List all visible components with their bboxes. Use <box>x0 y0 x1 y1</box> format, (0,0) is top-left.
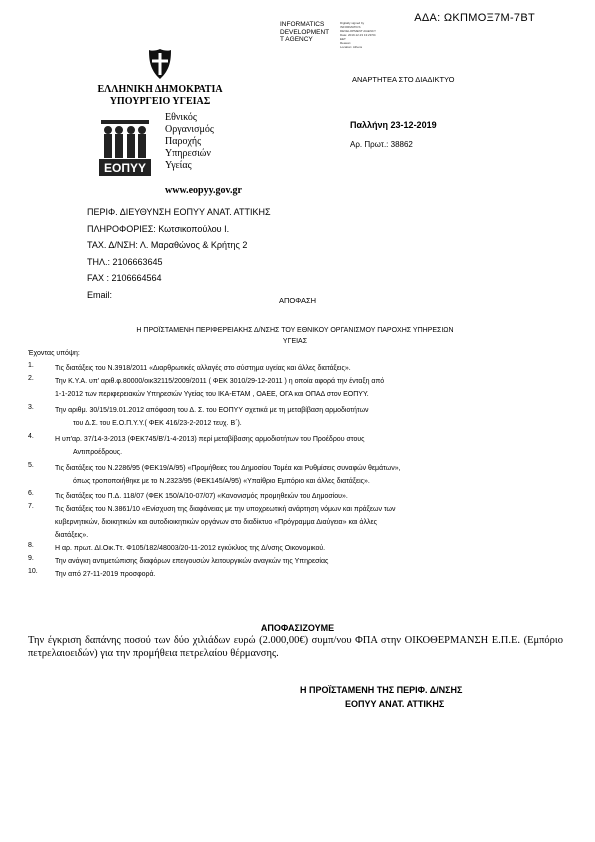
item-number: 9. <box>28 555 34 562</box>
item-line: Την ανάγκη αντιμετώπισης διαφόρων επειγουσών λειτουργικών αναγκών της Υπηρεσίας <box>55 558 329 565</box>
item-line: κυβερνητικών, διοικητικών και αυτοδιοικητικών οργάνων στο διαδίκτυο «Πρόγραμμα Διαύγεια» και άλλες <box>55 519 377 526</box>
item-text <box>55 433 568 459</box>
item-text <box>55 542 568 555</box>
org-word: Οργανισμός <box>165 124 214 135</box>
decision-text: Την έγκριση δαπάνης ποσού των δύο χιλιάδων ευρώ (2.000,00€) συμπ/νου ΦΠΑ στην ΟΙΚΟΘΕΡΜΑΝΣΗ Ε.Π.Ε. (Εμπόριο πετρελαιοειδών) για την προμήθεια πετρελαίου θέρμανσης. <box>28 635 563 659</box>
eopyy-logo-icon <box>95 118 155 178</box>
authority-title <box>95 325 495 347</box>
digital-signature-details <box>340 21 400 49</box>
item-text <box>55 362 568 375</box>
item-line: Η υπ'αρ. 37/14-3-2013 (ΦΕΚ745/Β'/1-4-2013) περί μεταβίβασης αρμοδιοτήτων του Προέδρου στους <box>55 436 365 443</box>
legal-basis-item <box>28 433 568 459</box>
item-number: 8. <box>28 542 34 549</box>
item-line: 1-1-2012 των περιφερειακών Υπηρεσιών Υγείας του ΙΚΑ-ΕΤΑΜ , ΟΑΕΕ, ΟΓΑ και ΟΠΑΔ στον ΕΟΠΥΥ. <box>55 391 369 398</box>
legal-basis-item <box>28 362 568 375</box>
protocol-number: Αρ. Πρωτ.: 38862 <box>350 140 413 149</box>
item-number: 2. <box>28 375 34 382</box>
org-word: Υπηρεσιών <box>165 148 211 159</box>
fax: FAX : 2106664564 <box>87 273 162 283</box>
idika-line: INFORMATICS <box>280 21 325 28</box>
email: Email: <box>87 289 113 300</box>
signature-detail: Location: Athens <box>340 45 363 49</box>
item-text <box>55 462 568 488</box>
item-line: διατάξεις». <box>55 532 89 539</box>
decide-heading: ΑΠΟΦΑΣΙΖΟΥΜΕ <box>260 623 335 633</box>
item-text <box>55 490 568 503</box>
ada-code: ΑΔΑ: ΩΚΠΜΟΞ7Μ-7ΒΤ <box>414 12 535 24</box>
legal-basis-item <box>28 490 568 503</box>
signature-detail: DEVELOPMENT AGENCY <box>340 29 376 33</box>
item-text <box>55 555 568 568</box>
decision-heading: ΑΠΟΦΑΣΗ <box>278 296 317 305</box>
item-line: Τις διατάξεις του Ν.2286/95 (ΦΕΚ19/Α/95) «Προμήθειες του Δημοσίου Τομέα και Ρυθμίσεις συναφών θεμάτων», <box>55 465 401 472</box>
item-line: Τις διατάξεις του Π.Δ. 118/07 (ΦΕΚ 150/Α/10-07/07) «Κανονισμός προμηθειών του Δημοσίου». <box>55 493 348 500</box>
item-text <box>55 503 568 542</box>
logo-text: ΕΟΠΥΥ <box>103 161 147 175</box>
authority-line: Η ΠΡΟΪΣΤΑΜΕΝΗ ΠΕΡΙΦΕΡΕΙΑΚΗΣ Δ/ΝΣΗΣ ΤΟΥ ΕΘΝΙΚΟΥ ΟΡΓΑΝΙΣΜΟΥ ΠΑΡΟΧΗΣ ΥΠΗΡΕΣΙΩΝ <box>136 327 454 334</box>
publish-notice: ΑΝΑΡΤΗΤΕΑ ΣΤΟ ΔΙΑΔΙΚΤΥΟ <box>352 75 455 84</box>
org-word: Παροχής <box>165 136 202 147</box>
signatory-unit: ΕΟΠΥΥ ΑΝΑΤ. ΑΤΤΙΚΗΣ <box>345 699 445 709</box>
legal-basis-item <box>28 462 568 488</box>
address: ΤΑΧ. Δ/ΝΣΗ: Λ. Μαραθώνος & Κρήτης 2 <box>87 240 248 250</box>
legal-basis-list <box>28 362 568 581</box>
legal-basis-item <box>28 375 568 401</box>
legal-basis-item <box>28 555 568 568</box>
website-link[interactable]: www.eopyy.gov.gr <box>165 185 242 196</box>
ministry-title: ΥΠΟΥΡΓΕΙΟ ΥΓΕΙΑΣ <box>109 96 211 107</box>
digital-signature-label <box>280 21 340 44</box>
legal-basis-item <box>28 542 568 555</box>
department: ΠΕΡΙΦ. ΔΙΕΥΘΥΝΣΗ ΕΟΠΥΥ ΑΝΑΤ. ΑΤΤΙΚΗΣ <box>87 207 271 217</box>
item-line: Η αρ. πρωτ. ΔΙ.Οικ.Ττ. Φ105/182/48003/20-11-2012 εγκύκλιος της Δ/νσης Οικονομικού. <box>55 545 326 552</box>
organization-name <box>165 112 214 172</box>
item-number: 1. <box>28 362 34 369</box>
org-word: Εθνικός <box>165 112 197 123</box>
item-line: Την από 27-11-2019 προσφορά. <box>55 571 156 578</box>
item-number: 5. <box>28 462 34 469</box>
signature-detail: Reason: <box>340 41 352 45</box>
item-number: 10. <box>28 568 38 575</box>
item-text <box>55 404 568 430</box>
item-line: Την αριθμ. 30/15/19.01.2012 απόφαση του Δ. Σ. του ΕΟΠΥΥ σχετικά με τη μεταβίβαση αρμοδιοτήτων <box>55 407 369 414</box>
item-number: 3. <box>28 404 34 411</box>
document-date: Παλλήνη 23-12-2019 <box>350 120 437 130</box>
item-number: 4. <box>28 433 34 440</box>
item-line: του Δ.Σ. του Ε.Ο.Π.Υ.Υ.( ΦΕΚ 416/23-2-2012 τευχ. Β΄). <box>73 420 242 427</box>
republic-title: ΕΛΛΗΝΙΚΗ ΔΗΜΟΚΡΑΤΙΑ <box>97 84 223 95</box>
item-line: Την Κ.Υ.Α. υπ' αριθ.φ.80000/οικ32115/2009/2011 ( ΦΕΚ 3010/29-12-2011 ) η οποία αφορά την ένταξη από <box>55 378 385 385</box>
signature-detail: Date: 2019.12.23 13:29:54 <box>340 33 376 37</box>
contact-info <box>87 204 271 303</box>
government-header <box>60 84 260 108</box>
item-text <box>55 375 568 401</box>
legal-basis-item <box>28 503 568 542</box>
signature-detail: EET <box>340 37 346 41</box>
idika-line: DEVELOPMENT <box>280 28 330 36</box>
idika-line: T AGENCY <box>280 36 313 43</box>
item-line: Τις διατάξεις του Ν.3918/2011 «Διαρθρωτικές αλλαγές στο σύστημα υγείας και άλλες διατάξεις». <box>55 365 351 372</box>
contact-person: ΠΛΗΡΟΦΟΡΙΕΣ: Κωτσικοπούλου Ι. <box>87 223 230 234</box>
item-line: Τις διατάξεις του Ν.3861/10 «Ενίσχυση της διαφάνειας με την υποχρεωτική ανάρτηση νόμων και πράξεων των <box>55 506 396 513</box>
signature-detail: Digitally signed by <box>340 21 365 25</box>
considering-label: Έχοντας υπόψη: <box>28 350 80 357</box>
item-line: όπως τροποποιήθηκε με το Ν.2323/95 (ΦΕΚ145/Α/95) «Υπαίθριο Εμπόριο και άλλες διατάξεις». <box>73 478 370 485</box>
signatory-title: Η ΠΡΟΪΣΤΑΜΕΝΗ ΤΗΣ ΠΕΡΙΦ. Δ/ΝΣΗΣ <box>300 685 463 695</box>
item-number: 7. <box>28 503 34 510</box>
item-text <box>55 568 568 581</box>
item-number: 6. <box>28 490 34 497</box>
legal-basis-item <box>28 404 568 430</box>
phone: ΤΗΛ.: 2106663645 <box>87 256 163 267</box>
org-word: Υγείας <box>165 160 192 171</box>
authority-line: ΥΓΕΙΑΣ <box>282 338 308 345</box>
signature-detail: INFORMATICS <box>340 25 361 29</box>
legal-basis-item <box>28 568 568 581</box>
item-line: Αντιπροέδρους. <box>73 449 123 456</box>
greek-emblem-icon <box>147 48 173 80</box>
